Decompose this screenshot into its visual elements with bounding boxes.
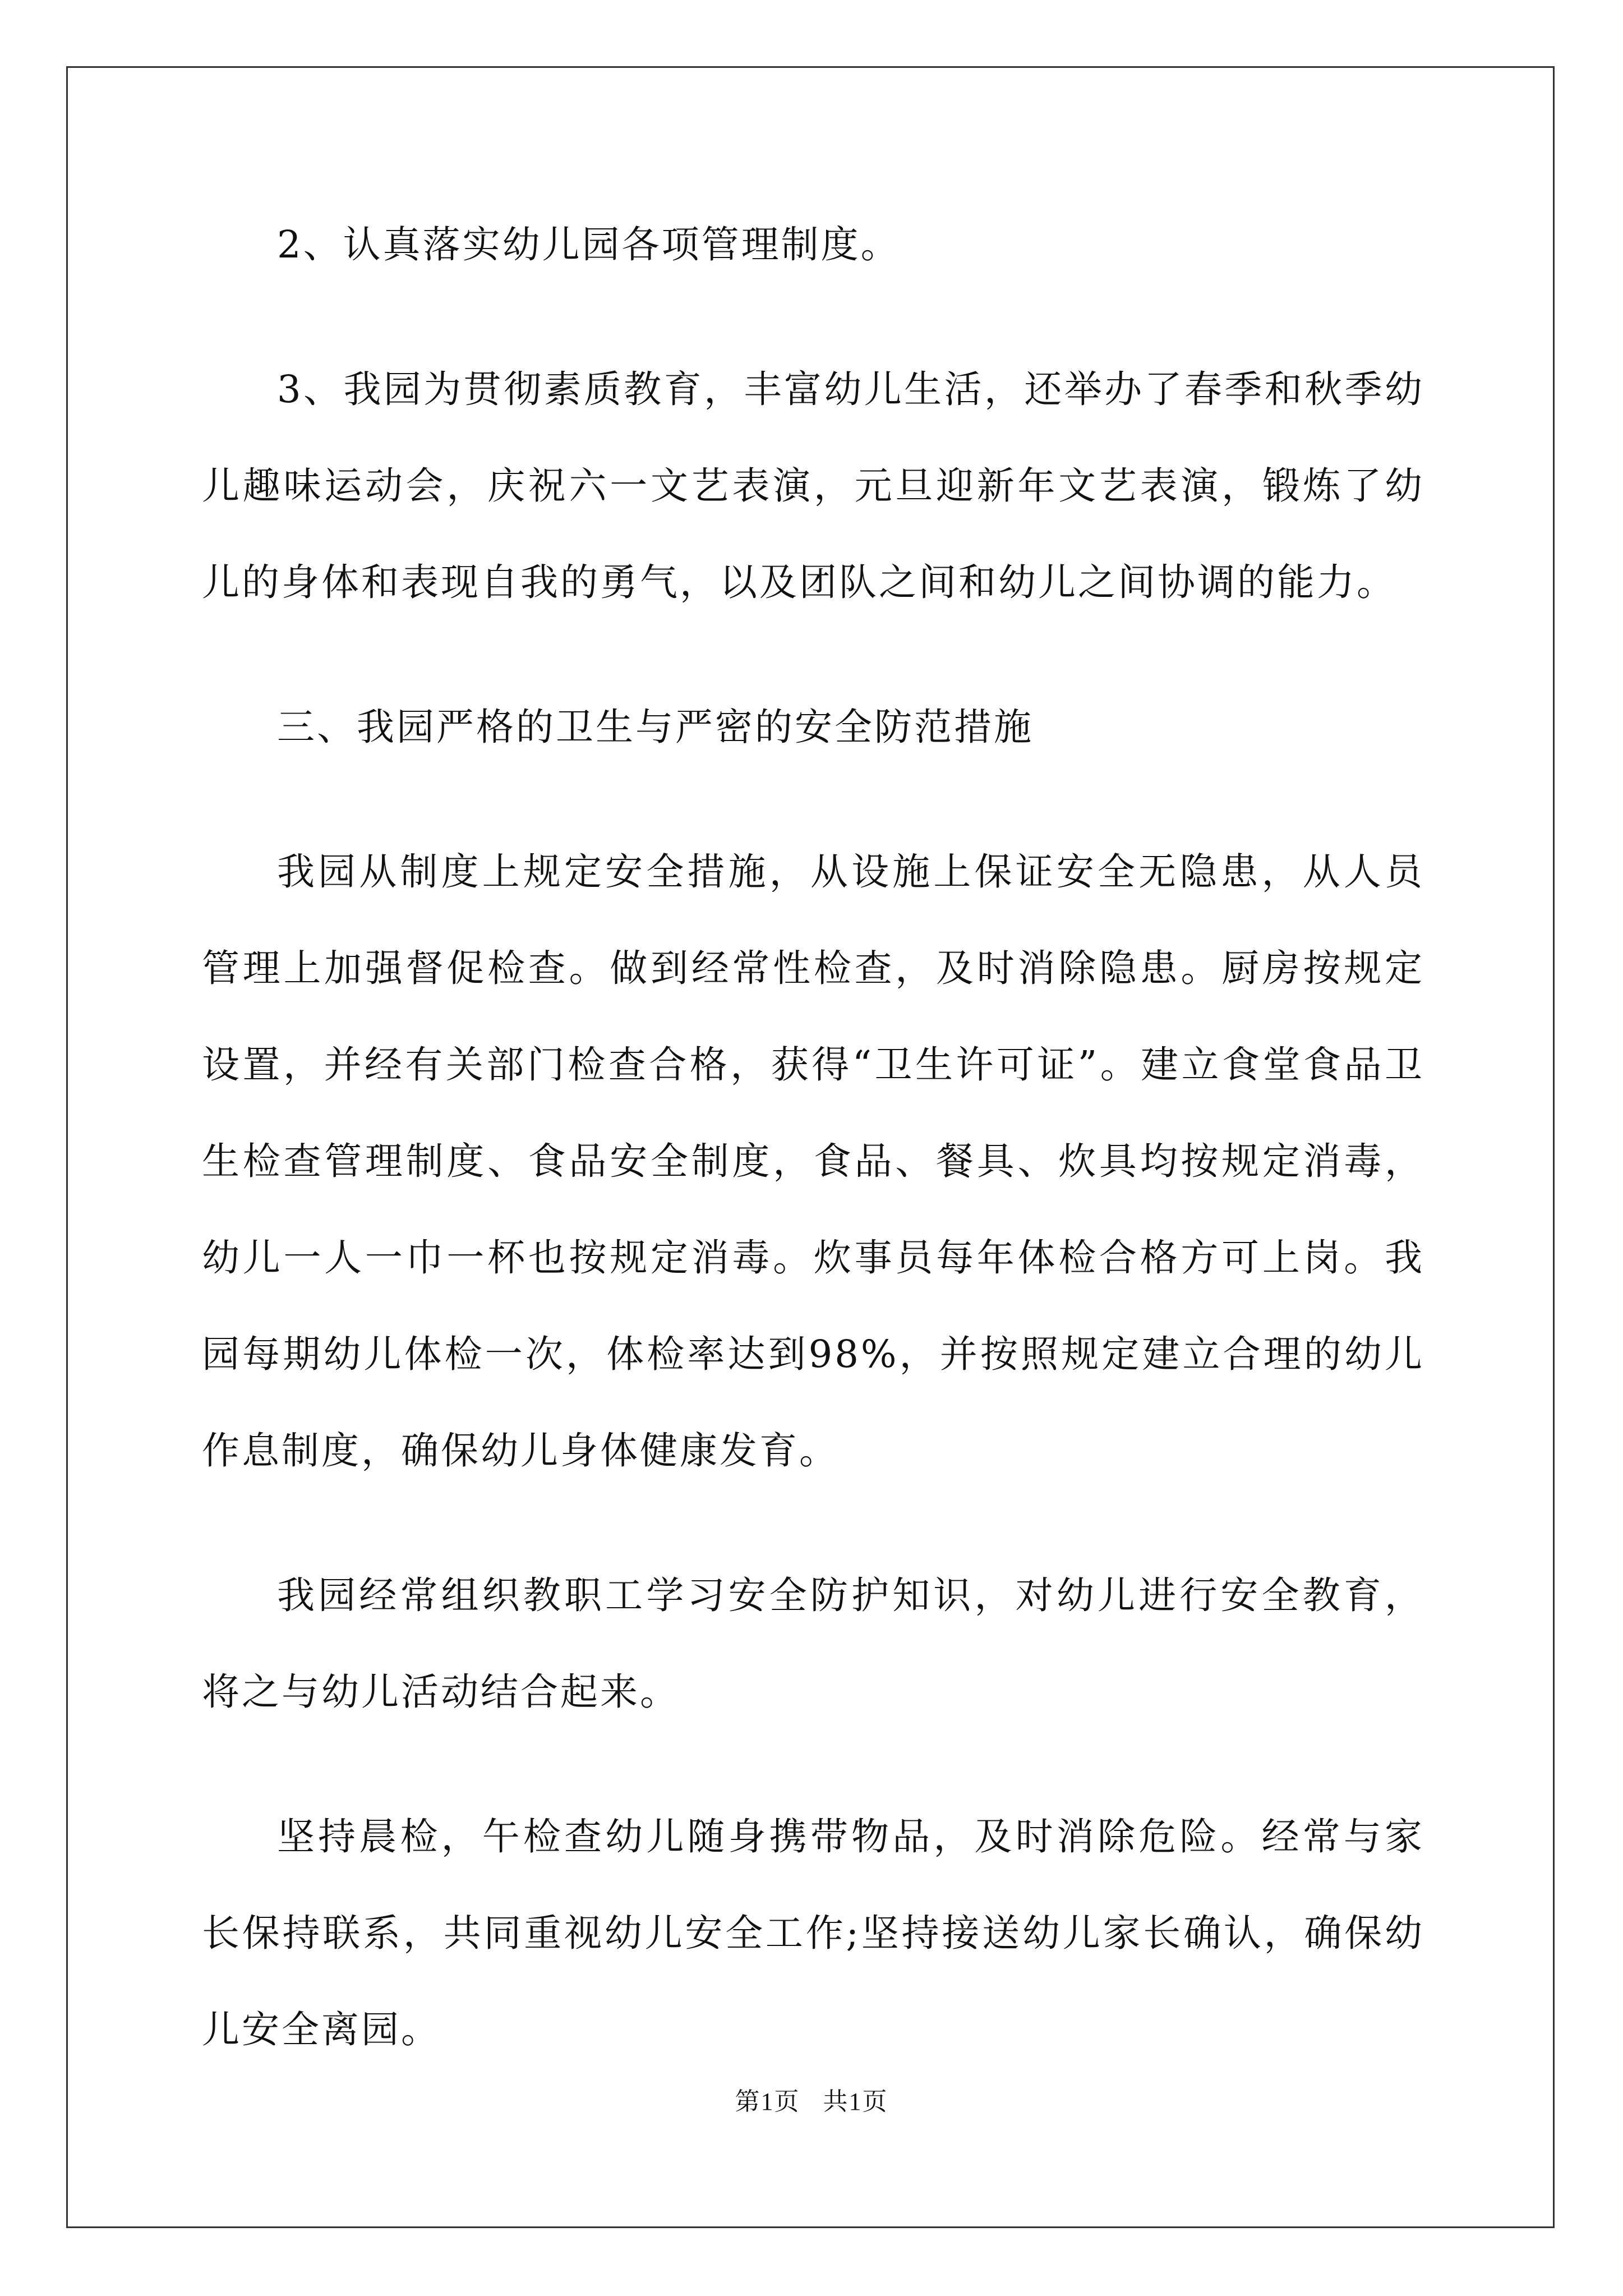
document-body bbox=[202, 196, 1424, 2126]
page-footer bbox=[0, 2081, 1623, 2117]
paragraph-safety-education: 我园经常组织教职工学习安全防护知识，对幼儿进行安全教育，将之与幼儿活动结合起来。 bbox=[202, 1573, 1424, 1714]
section-heading-3: 三、我园严格的卫生与严密的安全防范措施 bbox=[277, 705, 1034, 749]
page-number: 第1页 bbox=[735, 2088, 800, 2115]
paragraph-daily-checks: 坚持晨检，午检查幼儿随身携带物品，及时消除危险。经常与家长保持联系，共同重视幼儿安全工作;坚持接送幼儿家长确认，确保幼儿安全离园。 bbox=[202, 1815, 1424, 2051]
page-total: 共1页 bbox=[823, 2088, 888, 2115]
paragraph-item-3: 3、我园为贯彻素质教育，丰富幼儿生活，还举办了春季和秋季幼儿趣味运动会，庆祝六一文艺表演，元旦迎新年文艺表演，锻炼了幼儿的身体和表现自我的勇气，以及团队之间和幼儿之间协调的能力。 bbox=[202, 367, 1424, 604]
paragraph-safety-measures: 我园从制度上规定安全措施，从设施上保证安全无隐患，从人员管理上加强督促检查。做到经常性检查，及时消除隐患。厨房按规定设置，并经有关部门检查合格，获得“卫生许可证”。建立食堂食品卫生检查管理制度、食品安全制度，食品、餐具、炊具均按规定消毒，幼儿一人一巾一杯也按规定消毒。炊事员每年体检合格方可上岗。我园每期幼儿体检一次，体检率达到98%，并按照规定建立合理的幼儿作息制度，确保幼儿身体健康发育。 bbox=[202, 850, 1424, 1473]
paragraph-item-2: 2、认真落实幼儿园各项管理制度。 bbox=[277, 223, 901, 266]
